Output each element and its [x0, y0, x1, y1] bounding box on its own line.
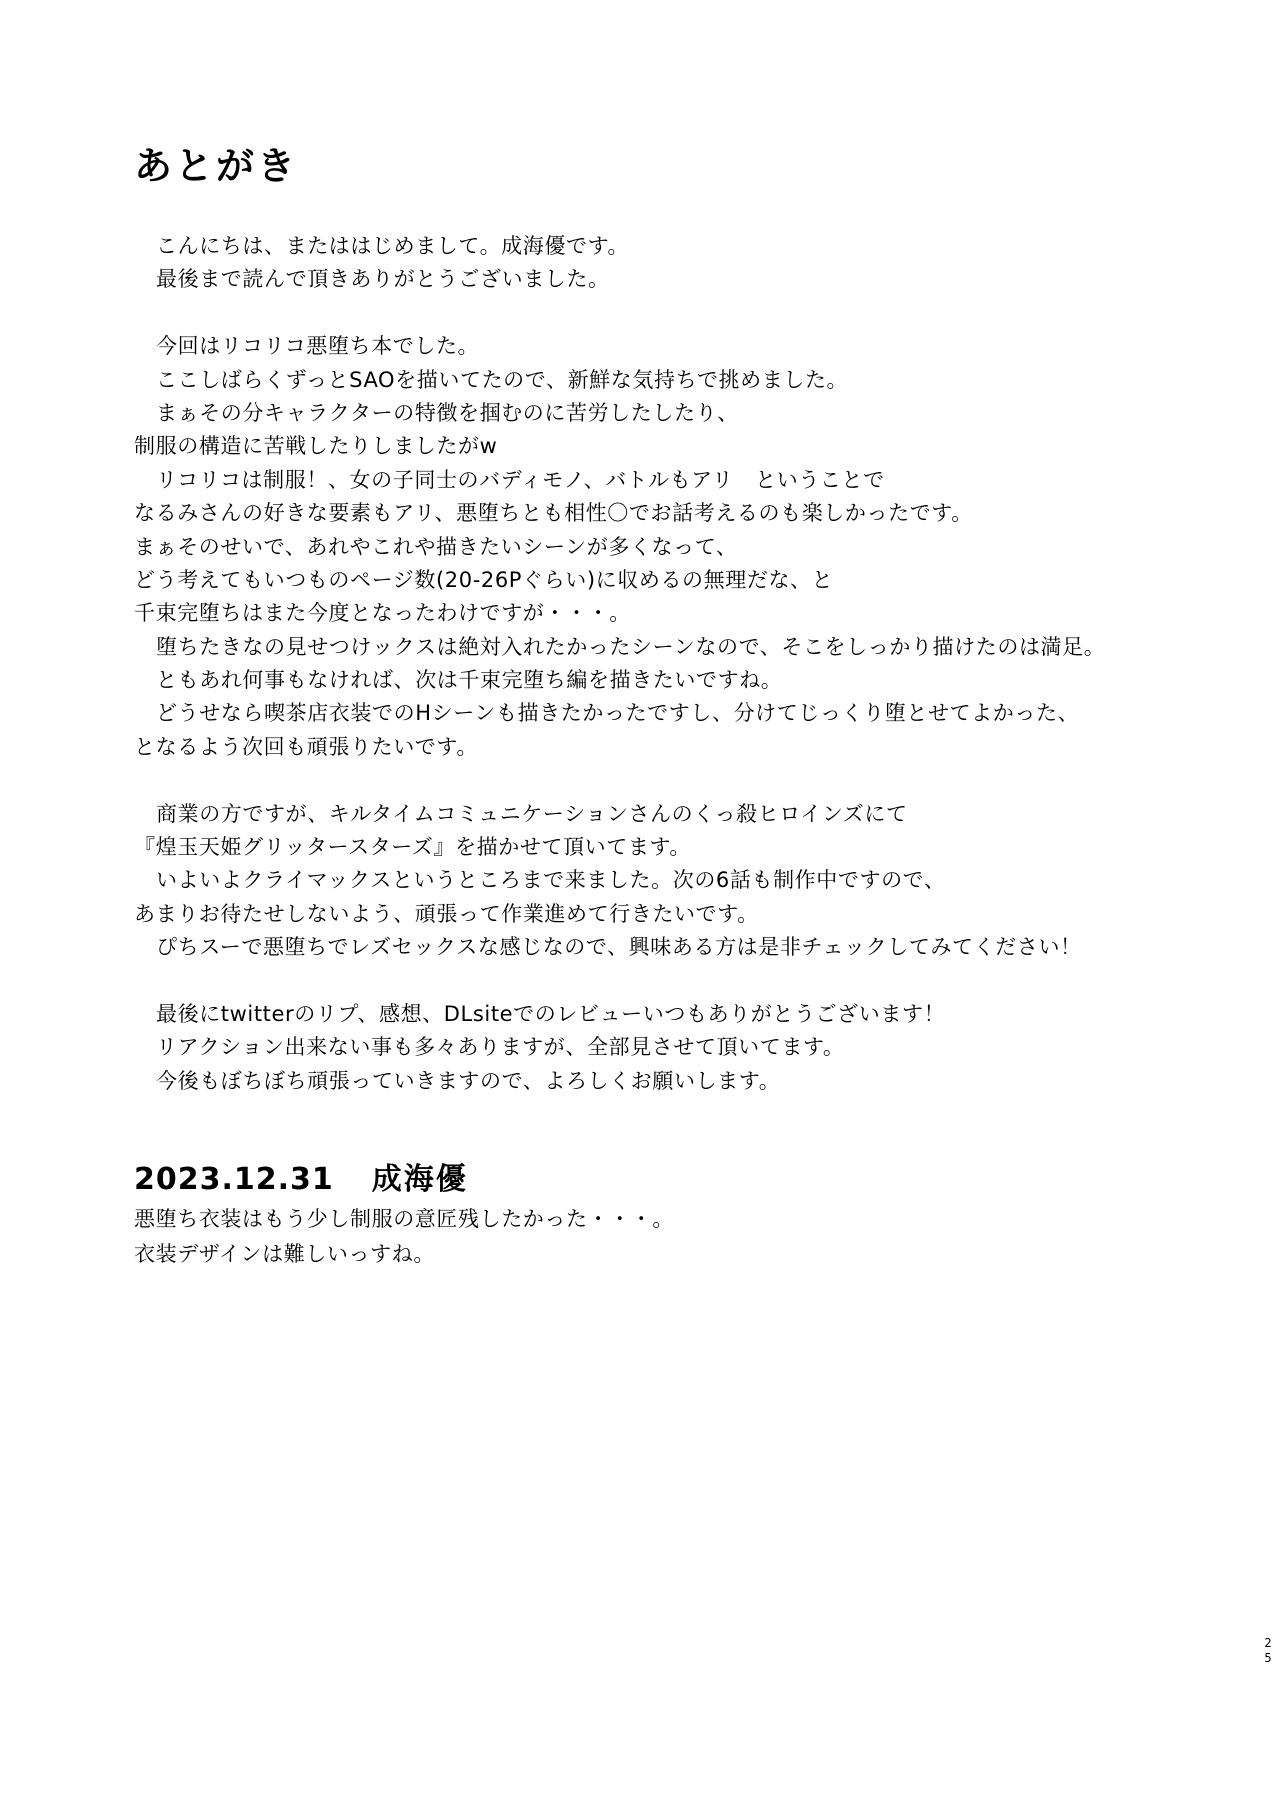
- postscript-line: 衣装デザインは難しいっすね。: [134, 1242, 435, 1266]
- body-line: 『煌玉天姫グリッタースターズ』を描かせて頂いてます。: [134, 835, 691, 860]
- body-line: ここしばらくずっとSAOを描いてたので、新鮮な気持ちで挑めました。: [156, 367, 849, 392]
- postscript-line: 悪堕ち衣装はもう少し制服の意匠残したかった・・・。: [134, 1207, 674, 1231]
- page-title: あとがき: [134, 144, 299, 188]
- paragraph-break: [134, 764, 1164, 797]
- body-line: リコリコは制服！、女の子同士のバディモノ、バトルもアリ ということで: [156, 467, 885, 492]
- body-line: まぁその分キャラクターの特徴を掴むのに苦労したしたり、: [156, 400, 739, 425]
- page-number: 25: [1264, 1636, 1272, 1665]
- body-line: 最後まで読んで頂きありがとうございました。: [156, 267, 610, 292]
- body-line: ぴちスーで悪堕ちでレズセックスな感じなので、興味ある方は是非チェックしてみてください！: [156, 935, 1082, 960]
- body-line: 今後もぼちぼち頑張っていきますので、よろしくお願いします。: [156, 1068, 781, 1093]
- body-line: どうせなら喫茶店衣装でのHシーンも描きたかったですし、分けてじっくり堕とせてよかった、: [156, 701, 1080, 726]
- afterword-body: [134, 230, 1164, 1098]
- postscript: [134, 1202, 674, 1272]
- body-line: こんにちは、またははじめまして。成海優です。: [156, 234, 630, 258]
- signature-author: 成海優: [371, 1162, 468, 1197]
- signature: [134, 1160, 468, 1200]
- body-line: 千束完堕ちはまた今度となったわけですが・・・。: [134, 601, 631, 626]
- body-line: 最後にtwitterのリプ、感想、DLsiteでのレビューいつもありがとうございます！: [156, 1001, 946, 1026]
- body-line: 制服の構造に苦戦したりしましたがw: [134, 434, 498, 459]
- signature-date: 2023.12.31: [134, 1162, 334, 1197]
- paragraph-break: [134, 297, 1164, 330]
- body-line: まぁそのせいで、あれやこれや描きたいシーンが多くなって、: [134, 534, 738, 559]
- body-line: 堕ちたきなの見せつけックスは絶対入れたかったシーンなので、そこをしっかり描けたのは満足。: [156, 634, 1106, 659]
- body-line: いよいよクライマックスというところまで来ました。次の6話も制作中ですので、: [156, 868, 946, 893]
- body-line: なるみさんの好きな要素もアリ、悪堕ちとも相性〇でお話考えるのも楽しかったです。: [134, 501, 973, 526]
- body-line: リアクション出来ない事も多々ありますが、全部見させて頂いてます。: [156, 1035, 845, 1060]
- body-line: となるよう次回も頑張りたいです。: [134, 734, 478, 759]
- paragraph-break: [134, 965, 1164, 998]
- body-line: どう考えてもいつものページ数(20-26Pぐらい)に収めるの無理だな、と: [134, 567, 834, 592]
- body-line: 商業の方ですが、キルタイムコミュニケーションさんのくっ殺ヒロインズにて: [156, 801, 908, 826]
- body-line: ともあれ何事もなければ、次は千束完堕ち編を描きたいですね。: [156, 668, 783, 693]
- body-line: あまりお待たせしないよう、頑張って作業進めて行きたいです。: [134, 901, 759, 926]
- body-line: 今回はリコリコ悪堕ち本でした。: [156, 334, 480, 359]
